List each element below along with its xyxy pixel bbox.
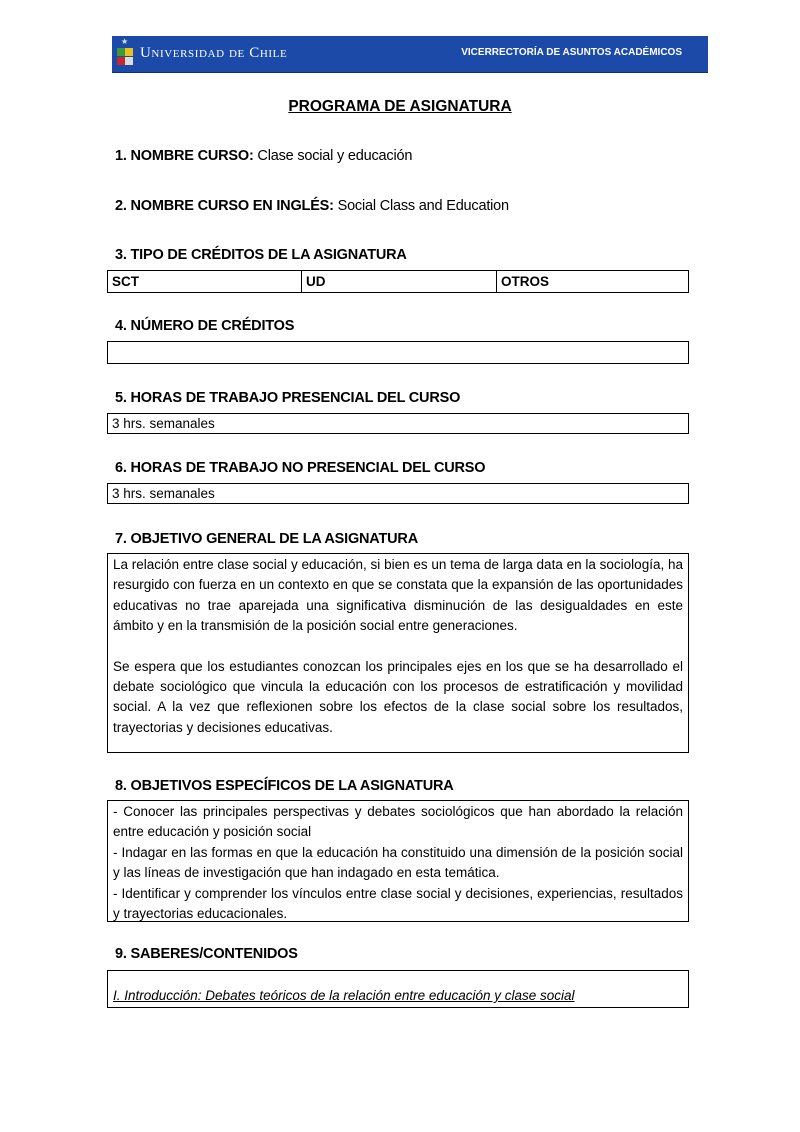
credit-type-sct: SCT — [108, 271, 302, 293]
university-crest-icon — [116, 38, 134, 70]
credit-type-ud: UD — [302, 271, 497, 293]
section-general-objective-heading: 7. OBJETIVO GENERAL DE LA ASIGNATURA — [115, 531, 418, 547]
star-icon: ★ — [121, 37, 129, 46]
institution-header-bar — [112, 36, 708, 72]
crest-quadrant — [125, 57, 133, 65]
section-specific-objectives-heading: 8. OBJETIVOS ESPECÍFICOS DE LA ASIGNATURA — [115, 778, 454, 794]
crest-quadrant — [117, 48, 125, 56]
general-objective-paragraph: La relación entre clase social y educación, si bien es un tema de larga data en la sociología, ha resurgido con fuerza en un contexto en que se constata que la expansión de las oportunidades educativas no trae aparejada una significativa disminución de las desigualdades en este ámbito y en la transmisión de la posición social entre generaciones. — [113, 557, 683, 634]
course-name-english-value: Social Class and Education — [333, 198, 509, 214]
crest-quadrant — [117, 57, 125, 65]
section-credit-number-heading: 4. NÚMERO DE CRÉDITOS — [115, 318, 295, 334]
university-name: Universidad de Chile — [140, 45, 288, 61]
credit-number-box — [107, 341, 689, 364]
document-title: PROGRAMA DE ASIGNATURA — [288, 98, 512, 115]
credit-type-otros: OTROS — [497, 271, 689, 293]
office-name: VICERRECTORÍA DE ASUNTOS ACADÉMICOS — [461, 47, 682, 58]
section-course-name — [115, 148, 412, 164]
specific-objectives-box — [107, 800, 689, 922]
general-objective-paragraph: Se espera que los estudiantes conozcan los principales ejes en los que se ha desarrollado el debate sociológico que vincula la educación con los procesos de estratificación y movilidad social. A la vez que reflexionen sobre los efectos de la clase social sobre los resultados, trayectorias y decisiones educativas. — [113, 658, 683, 735]
inperson-hours-value: 3 hrs. semanales — [112, 416, 215, 431]
section-course-name-english — [115, 198, 509, 214]
section-contents-heading: 9. SABERES/CONTENIDOS — [115, 946, 298, 962]
general-objective-box — [107, 553, 689, 753]
section-credit-type-heading: 3. TIPO DE CRÉDITOS DE LA ASIGNATURA — [115, 247, 407, 263]
section-remote-hours-heading: 6. HORAS DE TRABAJO NO PRESENCIAL DEL CURSO — [115, 460, 486, 476]
specific-objective-item: - Identificar y comprender los vínculos entre clase social y decisiones, experiencias, resultados y trayectorias educacionales. — [113, 885, 683, 922]
remote-hours-value: 3 hrs. semanales — [112, 486, 215, 501]
contents-item: I. Introducción: Debates teóricos de la relación entre educación y clase social — [113, 988, 575, 1003]
section-inperson-hours-heading: 5. HORAS DE TRABAJO PRESENCIAL DEL CURSO — [115, 390, 461, 406]
course-name-value: Clase social y educación — [253, 148, 413, 164]
crest-quadrant — [125, 48, 133, 56]
table-row — [108, 271, 689, 293]
credit-type-table — [107, 270, 689, 293]
inperson-hours-box — [107, 413, 689, 434]
contents-box — [107, 970, 689, 1008]
specific-objective-item: - Indagar en las formas en que la educación ha constituido una dimensión de la posición social y las líneas de investigación que han indagado en esta temática. — [113, 844, 683, 881]
section-heading: 2. NOMBRE CURSO EN INGLÉS: — [115, 198, 334, 214]
specific-objective-item: - Conocer las principales perspectivas y debates sociológicos que han abordado la relación entre educación y posición social — [113, 804, 683, 840]
section-heading: 1. NOMBRE CURSO: — [115, 148, 254, 164]
remote-hours-box — [107, 483, 689, 504]
